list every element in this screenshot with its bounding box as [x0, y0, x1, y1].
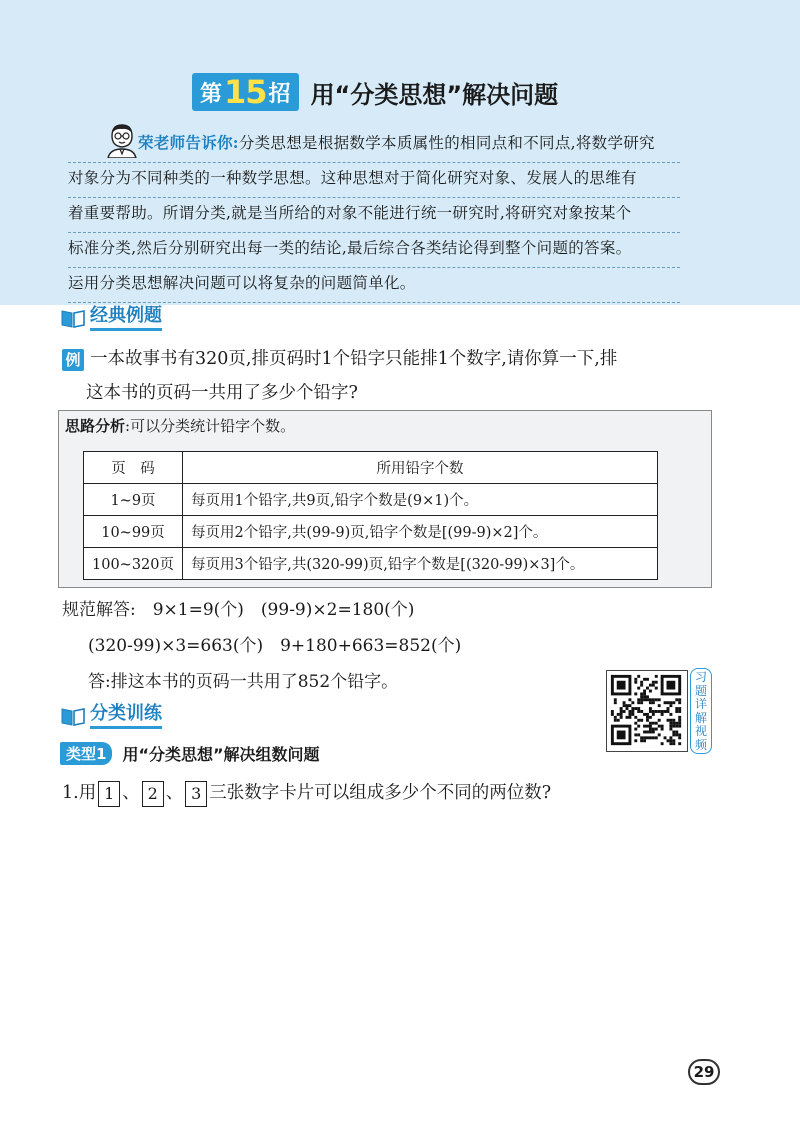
example-line-1 [62, 342, 742, 376]
open-book-icon [60, 706, 86, 726]
qr-side-char: 详 [694, 697, 707, 711]
table-cell-count: 每页用2个铅字,共(99-9)页,铅字个数是[(99-9)×2]个。 [183, 516, 658, 548]
tip-text-1: 分类思想是根据数学本质属性的相同点和不同点,将数学研究 [238, 134, 655, 152]
classic-examples-heading [60, 304, 162, 331]
teacher-tip-label: 荣老师告诉你: [138, 133, 239, 152]
analysis-box [58, 410, 712, 588]
teacher-tip [68, 128, 680, 303]
example-problem [62, 342, 742, 410]
qr-side-char: 解 [694, 710, 707, 725]
type-badge: 类型1 [60, 742, 112, 765]
separator: 、 [165, 783, 184, 803]
analysis-label: 思路分析 [65, 417, 126, 435]
solution-line-2: (320-99)×3=663(个) 9+180+663=852(个) [88, 636, 462, 656]
table-cell-range: 10~99页 [84, 516, 183, 548]
number-card: 3 [185, 781, 207, 807]
lesson-title: 用“分类思想”解决问题 [310, 80, 559, 109]
tip-line-3: 着重要帮助。所谓分类,就是当所给的对象不能进行统一研究时,将研究对象按某个 [68, 198, 680, 233]
table-row [84, 484, 658, 516]
analysis-intro [65, 415, 295, 436]
tip-line-4: 标准分类,然后分别研究出每一类的结论,最后综合各类结论得到整个问题的答案。 [68, 233, 680, 268]
standard-solution [62, 592, 461, 700]
table-header-cell: 所用铅字个数 [183, 452, 658, 484]
type-title: 用“分类思想”解决组数问题 [122, 745, 320, 764]
example-line-2: 这本书的页码一共用了多少个铅字? [86, 383, 358, 403]
table-cell-count: 每页用3个铅字,共(320-99)页,铅字个数是[(320-99)×3]个。 [183, 548, 658, 580]
question-1 [62, 776, 551, 810]
qr-side-char: 习 [694, 670, 707, 684]
training-heading [60, 702, 162, 729]
type-count-table [83, 451, 658, 580]
tip-line-5: 运用分类思想解决问题可以将复杂的问题简单化。 [68, 268, 680, 303]
question-prefix: 1.用 [62, 783, 97, 803]
number-card: 2 [142, 781, 164, 807]
lesson-header [192, 72, 558, 112]
table-header-cell: 页 码 [84, 452, 183, 484]
example-badge: 例 [62, 349, 84, 371]
badge-prefix: 第 [200, 81, 223, 107]
section-label: 经典例题 [90, 304, 162, 331]
table-row [84, 516, 658, 548]
open-book-icon [60, 308, 86, 328]
qr-side-char: 频 [694, 737, 707, 752]
table-header-row [84, 452, 658, 484]
separator: 、 [122, 783, 140, 803]
qr-code-icon[interactable] [606, 670, 688, 752]
question-text: 三张数字卡片可以组成多少个不同的两位数? [209, 783, 552, 803]
page-number: 29 [688, 1059, 720, 1085]
tip-line-2: 对象分为不同种类的一种数学思想。这种思想对于简化研究对象、发展人的思维有 [68, 163, 680, 198]
analysis-text: :可以分类统计铅字个数。 [125, 417, 296, 435]
type-1-heading [60, 742, 319, 765]
example-text-1: 一本故事书有320页,排页码时1个铅字只能排1个数字,请你算一下,排 [90, 349, 618, 369]
badge-number: 15 [224, 73, 267, 111]
number-card: 1 [98, 781, 120, 807]
solution-line-1: 规范解答: 9×1=9(个) (99-9)×2=180(个) [62, 600, 415, 620]
table-cell-range: 1~9页 [84, 484, 183, 516]
section-label: 分类训练 [90, 702, 162, 729]
solution-answer: 答:排这本书的页码一共用了852个铅字。 [88, 672, 399, 692]
table-row [84, 548, 658, 580]
badge-suffix: 招 [268, 81, 291, 107]
tip-line-1 [68, 128, 680, 163]
qr-side-char: 视 [694, 724, 707, 738]
table-cell-range: 100~320页 [84, 548, 183, 580]
lesson-number-badge [192, 73, 299, 111]
table-cell-count: 每页用1个铅字,共9页,铅字个数是(9×1)个。 [183, 484, 658, 516]
qr-side-char: 题 [694, 683, 707, 698]
video-explanation-label[interactable] [690, 668, 712, 754]
